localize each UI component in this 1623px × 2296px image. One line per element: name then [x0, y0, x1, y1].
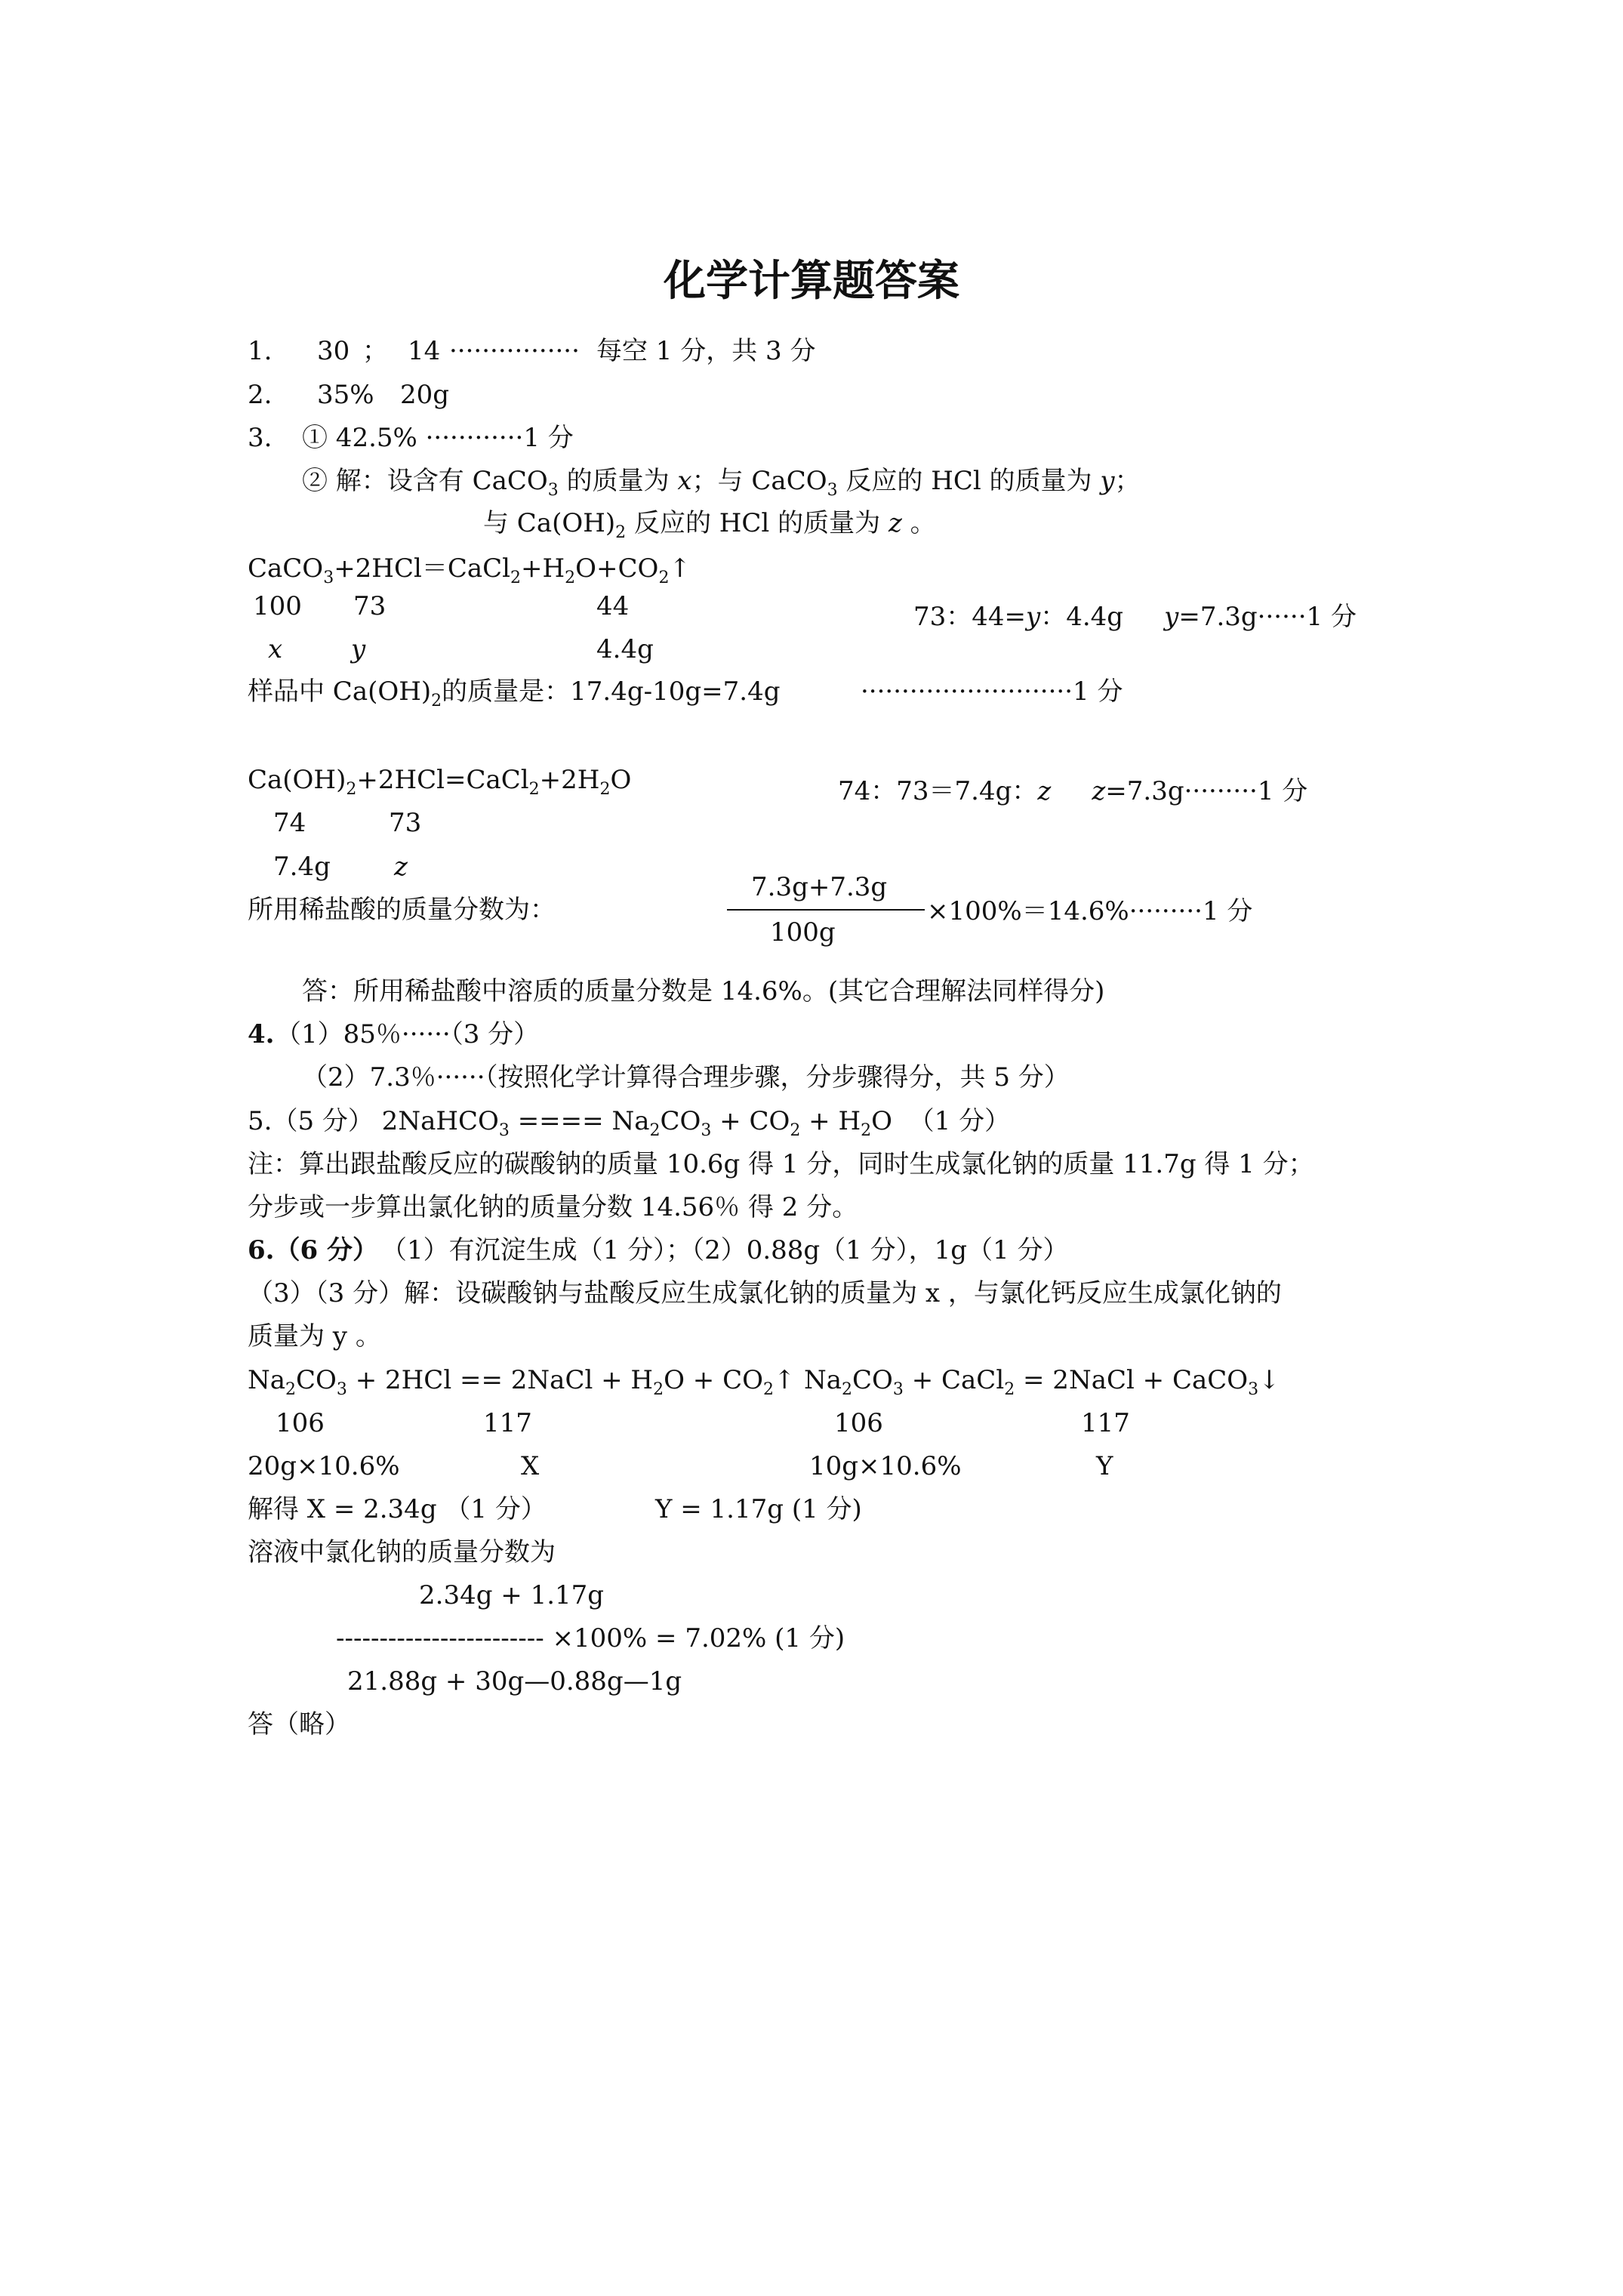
q6-equation-2: $Na_2CO_3$ + CaCl$_2$ = 2NaCl + CaCO$_3$↓ — [804, 1365, 1280, 1399]
q2-answer-a: 35% — [317, 380, 374, 410]
q1-dots: ················ — [449, 336, 580, 366]
page-title: 化学计算题答案 — [664, 257, 959, 306]
q3-sample-dots: ··························1 分 — [861, 676, 1123, 707]
q6-ratio-row1-a: 106 — [276, 1408, 325, 1438]
q3-part2-line2: 与 $Ca(OH)_2$ 反应的 HCl 的质量为 z 。 — [483, 508, 936, 542]
q3-ratio-eq-2: 74：73＝7.4g：z z=7.3g·········1 分 — [838, 776, 1308, 806]
q4-line2: （2）7.3％······（按照化学计算得合理步骤，分步骤得分，共 5 分） — [302, 1062, 1070, 1093]
q6-ratio-row2-a: 20g×10.6% — [248, 1451, 400, 1481]
q3-ratio-row1-a: 100 — [253, 591, 302, 621]
q3-answer: 答：所用稀盐酸中溶质的质量分数是 14.6%。(其它合理解法同样得分) — [302, 976, 1105, 1006]
q6-ratio-row2-c: 10g×10.6% — [809, 1451, 962, 1481]
q1-number: 1. — [248, 336, 273, 366]
q3-fraction-numerator: 7.3g+7.3g — [751, 872, 888, 902]
q6-equation-1: $Na_2CO_3 + 2HCl$ == 2NaCl + $H_2O$ + $CO_2↑$ — [248, 1365, 796, 1399]
q3-ratio-row2-c: 4.4g — [596, 634, 654, 664]
q3-ratio-row2-b: y — [351, 634, 366, 664]
q6-line2: （3）（3 分）解：设碳酸钠与盐酸反应生成氯化钠的质量为 x ，与氯化钙反应生成氯化钠的 — [248, 1278, 1282, 1308]
q6-fraction-numerator: 2.34g + 1.17g — [419, 1580, 605, 1610]
q3-ratio-row4-a: 7.4g — [273, 852, 331, 882]
q6-ratio-row1-c: 106 — [834, 1408, 883, 1438]
q3-fraction-label: 所用稀盐酸的质量分数为： — [248, 895, 556, 925]
q5-equation: 5.（5 分） 2NaHCO$_3$ ==== $Na_2CO_3 + CO_2 + H_2O$ （1 分） — [248, 1106, 1011, 1140]
q3-ratio-row1-c: 44 — [596, 591, 630, 621]
q6-ratio-row2-b: X — [521, 1451, 540, 1481]
q6-answer: 答（略） — [248, 1709, 350, 1740]
q6-line3: 质量为 y 。 — [248, 1321, 381, 1351]
q6-solve-x: 解得 X = 2.34g （1 分） — [248, 1494, 547, 1524]
q3-sample-mass: 样品中 $Ca(OH)_2$的质量是：17.4g-10g=7.4g — [248, 676, 781, 710]
q5-note-1: 注：算出跟盐酸反应的碳酸钠的质量 10.6g 得 1 分，同时生成氯化钠的质量 11.7g 得 1 分； — [248, 1149, 1314, 1179]
q2-answer-b: 20g — [400, 380, 450, 410]
q3-fraction-result: ×100%＝14.6%·········1 分 — [927, 896, 1253, 926]
q3-ratio-row2-a: x — [268, 634, 283, 664]
q3-equation-1: $CaCO_3+2HCl=CaCl_2+H_2O+CO_2↑$ — [248, 553, 691, 587]
q6-ratio-row1-b: 117 — [483, 1408, 532, 1438]
q3-number: 3. — [248, 423, 273, 453]
q6-solve-y: Y = 1.17g (1 分) — [655, 1494, 862, 1524]
q6-ratio-row2-d: Y — [1096, 1451, 1113, 1481]
q3-part1: ① 42.5% ············1 分 — [302, 423, 574, 453]
q3-ratio-row3-b: 73 — [389, 808, 422, 838]
q5-note-2: 分步或一步算出氯化钠的质量分数 14.56％ 得 2 分。 — [248, 1192, 858, 1222]
q1-answer-b: 14 — [408, 336, 441, 366]
q1-score: 每空 1 分，共 3 分 — [596, 336, 816, 366]
q6-number: 6.（6 分） — [248, 1235, 378, 1265]
q6-ratio-row1-d: 117 — [1081, 1408, 1130, 1438]
q3-ratio-row4-b: z — [394, 852, 408, 882]
q6-fraction-label: 溶液中氯化钠的质量分数为 — [248, 1537, 556, 1567]
q6-fraction-denominator: 21.88g + 30g—0.88g—1g — [347, 1666, 682, 1697]
q6-fraction-line: ------------------------ ×100% = 7.02% (1 分) — [336, 1623, 845, 1653]
q3-part2-line: ② 解：设含有 CaCO$_3$ 的质量为 x；与 CaCO$_3$ 反应的 HCl 的质量为 y； — [302, 466, 1141, 500]
q4-number: 4. — [248, 1019, 275, 1049]
q3-ratio-eq-1: 73：44=y：4.4g y=7.3g······1 分 — [913, 602, 1357, 632]
q4-line1: （1）85％······（3 分） — [276, 1019, 540, 1049]
q6-line1: （1）有沉淀生成（1 分）；（2）0.88g（1 分），1g（1 分） — [381, 1235, 1069, 1265]
q1-separator: ； — [362, 336, 388, 366]
q3-ratio-row3-a: 74 — [273, 808, 306, 838]
q3-equation-2: $Ca(OH)_2+2HCl=CaCl_2+2H_2O$ — [248, 765, 632, 799]
q3-ratio-row1-b: 73 — [353, 591, 387, 621]
q1-answer-a: 30 — [317, 336, 350, 366]
q3-fraction-bar — [727, 909, 925, 911]
q2-number: 2. — [248, 380, 273, 410]
q3-fraction-denominator: 100g — [770, 917, 836, 948]
